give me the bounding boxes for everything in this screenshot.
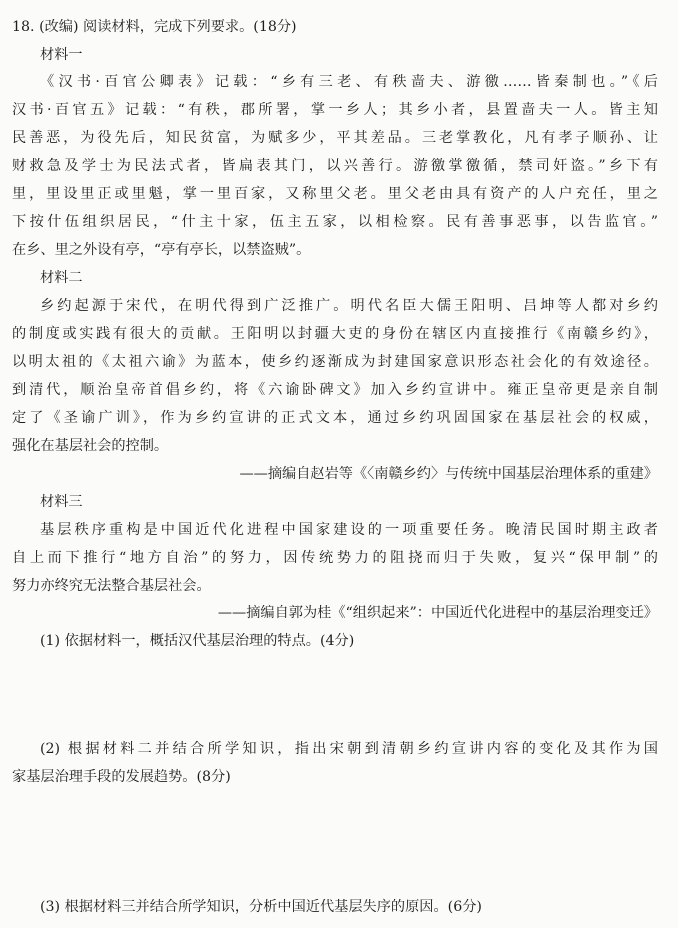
material-2-label: 材料二 bbox=[40, 270, 83, 286]
material-1-line: 下按什伍组织居民，“什主十家，伍主五家，以相检察。民有善事恶事，以告监官。” bbox=[12, 214, 658, 230]
material-1-line: 汉书·百官五》记载：“有秩，郡所署，掌一乡人；其乡小者，县置啬夫一人。皆主知 bbox=[12, 102, 658, 118]
material-1-line: 在乡、里之外设有亭，“亭有亭长，以禁盗贼”。 bbox=[12, 242, 311, 258]
sub-question-2: (2) 根据材料二并结合所学知识，指出宋朝到清朝乡约宣讲内容的变化及其作为国 bbox=[40, 741, 658, 757]
material-1-line: 财救急及学士为民法式者，皆扁表其门，以兴善行。游徼掌徼循，禁司奸盗。”乡下有 bbox=[12, 158, 658, 174]
material-3-label: 材料三 bbox=[40, 494, 83, 510]
material-1-label: 材料一 bbox=[40, 47, 83, 63]
material-2-line: 到清代，顺治皇帝首倡乡约，将《六谕卧碑文》加入乡约宣讲中。雍正皇帝更是亲自制 bbox=[12, 382, 658, 398]
sub-question-2-continued: 家基层治理手段的发展趋势。(8分) bbox=[12, 769, 231, 785]
question-header: 18. (改编) 阅读材料，完成下列要求。(18分) bbox=[12, 19, 297, 35]
material-1-line: 《汉书·百官公卿表》记载：“乡有三老、有秩啬夫、游徼……皆秦制也。”《后 bbox=[40, 74, 658, 90]
material-2-line: 乡约起源于宋代，在明代得到广泛推广。明代名臣大儒王阳明、吕坤等人都对乡约 bbox=[40, 298, 658, 314]
material-2-line: 的制度或实践有很大的贡献。王阳明以封疆大吏的身份在辖区内直接推行《南赣乡约》， bbox=[12, 326, 658, 342]
material-2-line: 以明太祖的《太祖六谕》为蓝本，使乡约逐渐成为封建国家意识形态社会化的有效途径。 bbox=[12, 354, 658, 370]
material-3-line: 自上而下推行“地方自治”的努力，因传统势力的阻挠而归于失败，复兴“保甲制”的 bbox=[12, 550, 658, 566]
sub-question-3: (3) 根据材料三并结合所学知识，分析中国近代基层失序的原因。(6分) bbox=[40, 899, 482, 915]
material-2-line: 强化在基层社会的控制。 bbox=[12, 438, 169, 454]
material-3-line: 努力亦终究无法整合基层社会。 bbox=[12, 578, 211, 594]
sub-question-1: (1) 依据材料一，概括汉代基层治理的特点。(4分) bbox=[40, 633, 355, 649]
material-2-source: ——摘编自赵岩等《〈南赣乡约〉与传统中国基层治理体系的重建》 bbox=[239, 466, 658, 482]
material-3-line: 基层秩序重构是中国近代化进程中国家建设的一项重要任务。晚清民国时期主政者 bbox=[40, 522, 658, 538]
material-3-source: ——摘编自郭为桂《“组织起来”：中国近代化进程中的基层治理变迁》 bbox=[217, 605, 658, 621]
material-1-line: 民善恶，为役先后，知民贫富，为赋多少，平其差品。三老掌教化，凡有孝子顺孙、让 bbox=[12, 130, 658, 146]
material-1-line: 里，里设里正或里魁，掌一里百家，又称里父老。里父老由具有资产的人户充任，里之 bbox=[12, 186, 658, 202]
material-2-line: 定了《圣谕广训》，作为乡约宣讲的正式文本，通过乡约巩固国家在基层社会的权威， bbox=[12, 410, 658, 426]
